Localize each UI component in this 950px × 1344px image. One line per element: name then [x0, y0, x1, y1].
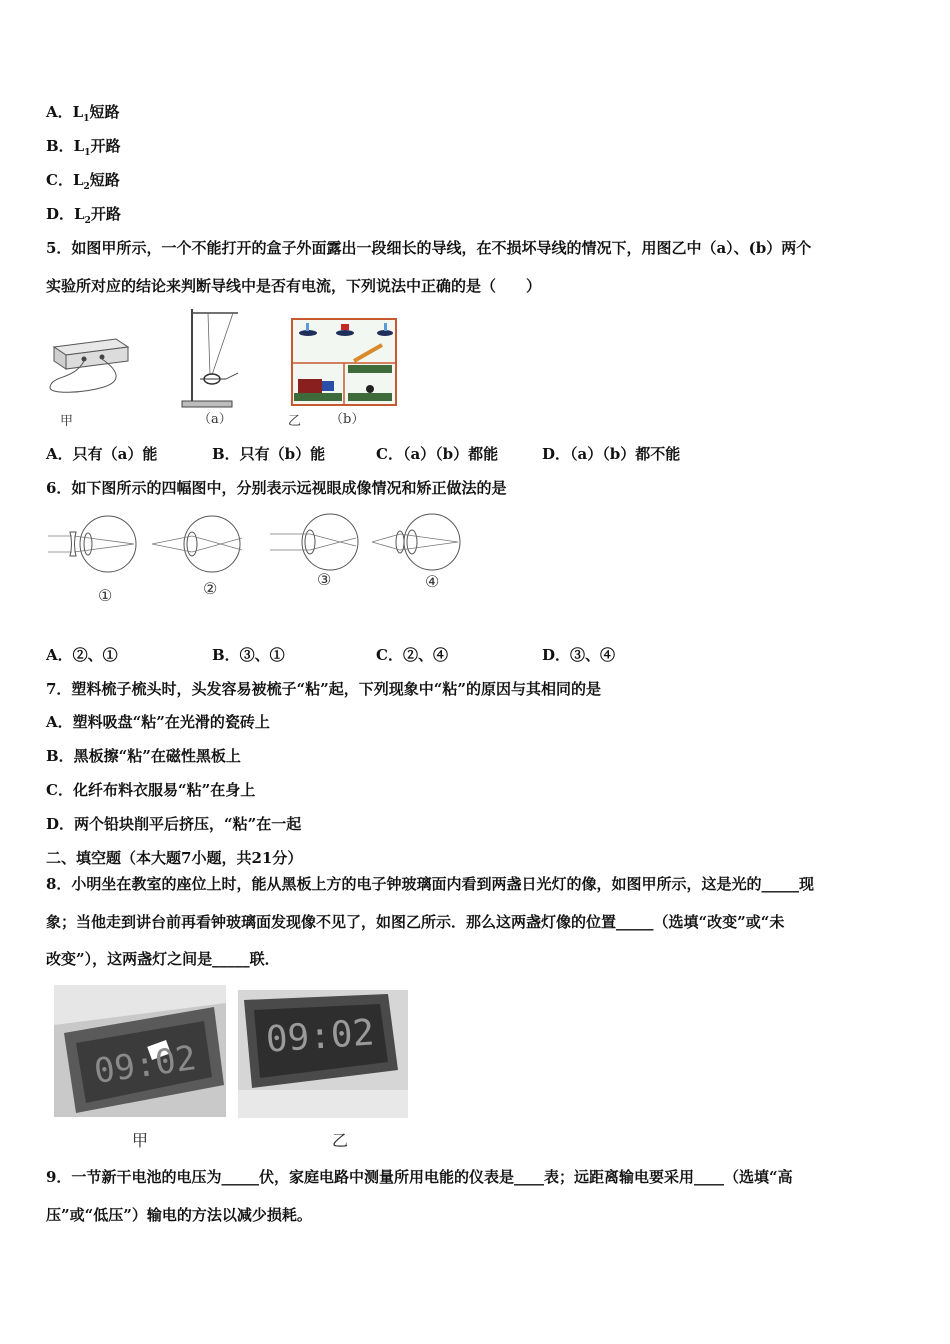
q6-label-4: ④ [425, 572, 440, 591]
q6-stem: 6．如下图所示的四幅图中，分别表示远视眼成像情况和矫正做法的是 [46, 479, 507, 497]
q5-option-a: A．只有（a）能 [46, 445, 158, 463]
q7-option-d: D．两个铅块削平后挤压，“粘”在一起 [46, 815, 302, 833]
q6-eye-diagram-2 [150, 514, 245, 574]
q5-stem-line1: 5．如图甲所示，一个不能打开的盒子外面露出一段细长的导线，在不损坏导线的情况下，用图乙中（a）、(b）两个 [46, 239, 812, 257]
q5-figure-a [178, 305, 268, 415]
section-header: 二、填空题（本大题7小题，共21分） [46, 849, 303, 867]
q7-option-c: C．化纤布料衣服易“粘”在身上 [46, 781, 256, 799]
q8-clock-reading-jia: 09:02 [91, 1038, 199, 1092]
q4-option-d: D．$L_2$开路 [46, 205, 121, 226]
q6-eye-diagram-3 [268, 512, 363, 572]
q5-label-b: （b） [330, 412, 365, 427]
q8-stem-line1: 8．小明坐在教室的座位上时，能从黑板上方的电子钟玻璃面内看到两盏日光灯的像，如图甲所示，这是光的_____现 [46, 875, 814, 893]
q4-option-c: C．$L_2$短路 [46, 171, 120, 192]
q5-label-yi: 乙 [288, 414, 302, 429]
q6-options [46, 645, 746, 665]
q5-label-jia: 甲 [60, 414, 74, 429]
q7-option-b: B．黑板擦“粘”在磁性黑板上 [46, 747, 241, 765]
q8-label-jia: 甲 [132, 1131, 149, 1150]
q5-option-b: B．只有（b）能 [212, 445, 326, 463]
q6-option-b: B．③、① [212, 646, 285, 664]
q8-stem-line2: 象；当他走到讲台前再看钟玻璃面发现像不见了，如图乙所示．那么这两盏灯像的位置_____（选填“改变”或“未 [46, 913, 785, 931]
q8-label-yi: 乙 [332, 1131, 349, 1150]
q5-figure-box [44, 325, 134, 405]
q6-label-2: ② [203, 579, 218, 598]
q9-stem-line1: 9．一节新干电池的电压为_____伏，家庭电路中测量所用电能的仪表是____表；远距离输电要采用____（选填“高 [46, 1168, 793, 1186]
q9-stem-line2: 压”或“低压”）输电的方法以减少损耗。 [46, 1206, 312, 1224]
q6-eye-diagram-4 [370, 512, 465, 572]
q8-clock-reading-yi: 09:02 [264, 1012, 376, 1061]
q6-option-d: D．③、④ [542, 646, 616, 664]
q6-option-c: C．②、④ [376, 646, 448, 664]
q7-option-a: A．塑料吸盘“粘”在光滑的瓷砖上 [46, 713, 270, 731]
q6-label-1: ① [98, 586, 113, 605]
q6-option-a: A．②、① [46, 646, 118, 664]
q5-figure-b [290, 315, 400, 410]
q7-stem: 7．塑料梳子梳头时，头发容易被梳子“粘”起，下列现象中“粘”的原因与其相同的是 [46, 680, 601, 698]
q8-photo-yi [238, 990, 408, 1118]
q5-option-c: C．（a）（b）都能 [376, 445, 499, 463]
q4-option-a: A．$L_1$短路 [46, 103, 120, 124]
q5-stem-line2: 实验所对应的结论来判断导线中是否有电流，下列说法中正确的是（ ） [46, 277, 542, 295]
q8-photo-jia [54, 985, 226, 1117]
q6-label-3: ③ [317, 570, 332, 589]
q5-label-a: （a） [198, 412, 232, 427]
q5-option-d: D．（a）（b）都不能 [542, 445, 681, 463]
q8-stem-line3: 改变”），这两盏灯之间是_____联． [46, 950, 280, 968]
q4-option-b: B．$L_1$开路 [46, 137, 121, 158]
q6-eye-diagram-1 [46, 514, 141, 574]
q5-options [46, 444, 746, 464]
